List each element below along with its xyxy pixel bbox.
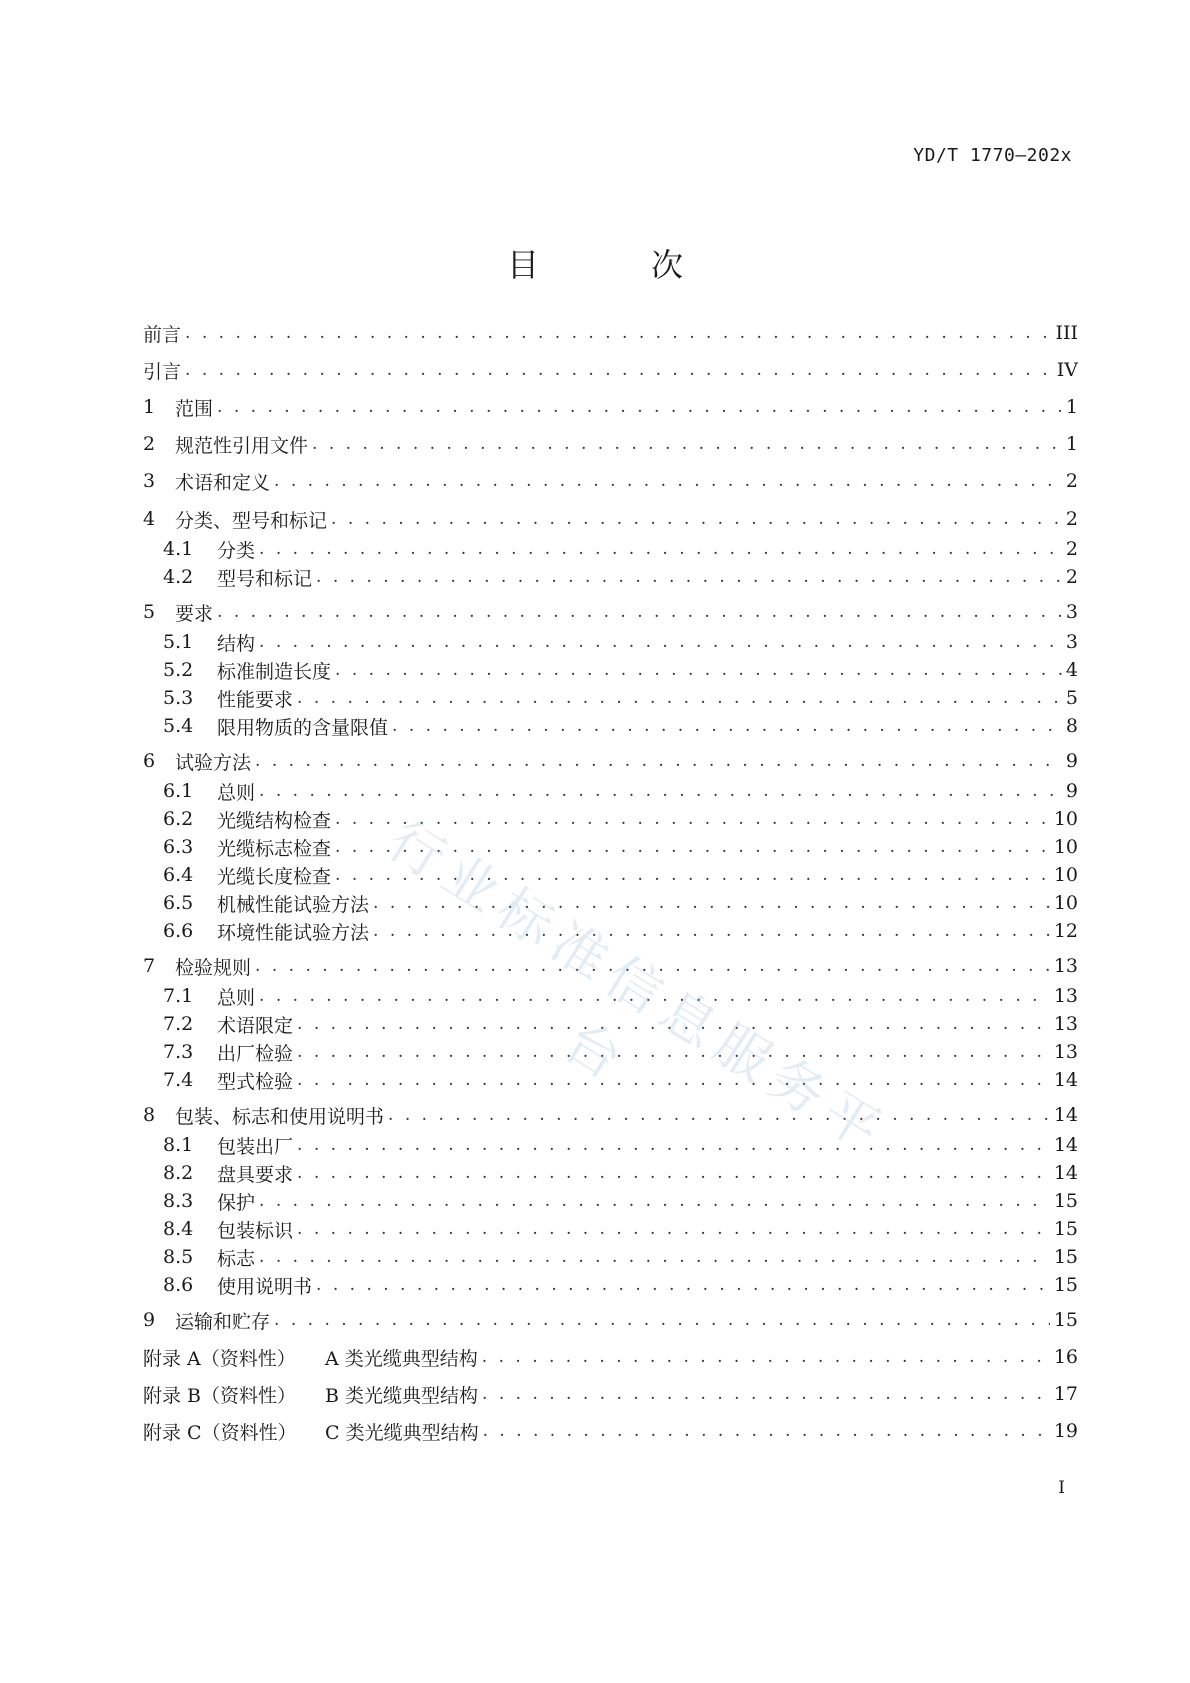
toc-entry[interactable] [143,982,1078,1010]
toc-entry-number: 7.4 [163,1069,194,1091]
toc-dot-leader [259,986,1050,1006]
toc-entry-label: 前言 [143,323,182,346]
toc-dot-leader [274,471,1062,491]
toc-entry[interactable] [143,430,1078,458]
toc-entry-page: 5 [1065,687,1078,709]
toc-entry-number: 4.2 [163,566,194,588]
toc-entry-page: 9 [1065,750,1078,772]
toc-entry[interactable] [143,805,1078,833]
toc-entry-page: 13 [1053,985,1078,1007]
toc-entry-label: 出厂检验 [217,1042,294,1065]
toc-entry-label: C 类光缆典型结构 [325,1421,479,1444]
toc-dot-leader [185,360,1053,380]
toc-dot-leader [259,1191,1050,1211]
toc-entry[interactable] [143,356,1078,384]
toc-entry-number: 6.6 [163,920,194,942]
toc-entry-page: 14 [1053,1069,1078,1091]
toc-entry[interactable] [143,1306,1078,1334]
toc-dot-leader [373,893,1050,913]
toc-entry[interactable] [143,1380,1078,1408]
toc-entry-page: 13 [1053,1041,1078,1063]
toc-entry-label: 性能要求 [217,688,294,711]
toc-dot-leader [482,1384,1050,1404]
toc-entry[interactable] [143,1215,1078,1243]
toc-entry-label: 分类 [217,539,256,562]
toc-entry-page: 15 [1053,1218,1078,1240]
toc-entry[interactable] [143,1101,1078,1129]
toc-entry-label: 包装出厂 [217,1135,294,1158]
toc-entry[interactable] [143,684,1078,712]
toc-entry-number: 3 [143,470,156,492]
toc-entry-page: IV [1056,359,1078,381]
toc-entry[interactable] [143,1271,1078,1299]
toc-entry-label: 范围 [175,397,214,420]
toc-dot-leader [297,1135,1050,1155]
toc-entry[interactable] [143,747,1078,775]
toc-entry-page: 17 [1053,1383,1078,1405]
toc-entry-page: 15 [1053,1274,1078,1296]
toc-entry-label: 标志 [217,1247,256,1270]
toc-entry-number: 8.2 [163,1162,194,1184]
toc-entry-page: III [1055,322,1078,344]
toc-dot-leader [335,865,1050,885]
toc-entry-number: 6 [143,750,156,772]
toc-dot-leader [373,921,1050,941]
toc-entry-label: 光缆结构检查 [217,809,332,832]
toc-entry-number: 5 [143,601,156,623]
toc-dot-leader [297,1014,1050,1034]
toc-entry[interactable] [143,1010,1078,1038]
page-number: I [1058,1478,1065,1498]
toc-entry[interactable] [143,1066,1078,1094]
toc-entry-page: 13 [1053,1013,1078,1035]
toc-entry-number: 7.2 [163,1013,194,1035]
toc-dot-leader [392,716,1062,736]
toc-entry[interactable] [143,952,1078,980]
toc-dot-leader [483,1421,1050,1441]
toc-entry-label: 光缆长度检查 [217,865,332,888]
toc-dot-leader [312,434,1062,454]
toc-entry-page: 2 [1065,566,1078,588]
toc-entry[interactable] [143,563,1078,591]
toc-entry-number: 5.1 [163,631,194,653]
toc-entry[interactable] [143,1038,1078,1066]
toc-entry[interactable] [143,1243,1078,1271]
toc-entry[interactable] [143,1159,1078,1187]
toc-entry-label: 试验方法 [175,751,252,774]
toc-entry[interactable] [143,917,1078,945]
toc-entry-page: 14 [1053,1162,1078,1184]
toc-entry-number: 附录 C（资料性） [143,1421,297,1444]
toc-dot-leader [316,1275,1050,1295]
toc-entry-label: 分类、型号和标记 [175,509,328,532]
toc-entry[interactable] [143,1187,1078,1215]
toc-entry-page: 19 [1053,1420,1078,1442]
toc-entry-page: 10 [1053,864,1078,886]
toc-entry-page: 10 [1053,808,1078,830]
toc-entry-label: 包装标识 [217,1219,294,1242]
toc-entry-number: 8.6 [163,1274,194,1296]
toc-entry-number: 8 [143,1104,156,1126]
toc-entry-label: 包装、标志和使用说明书 [175,1105,385,1128]
toc-entry-page: 14 [1053,1134,1078,1156]
toc-entry-number: 9 [143,1309,156,1331]
toc-entry-number: 6.1 [163,780,194,802]
toc-dot-leader [274,1310,1050,1330]
toc-entry-page: 8 [1065,715,1078,737]
toc-dot-leader [217,397,1062,417]
toc-dot-leader [259,632,1062,652]
toc-entry-label: 引言 [143,360,182,383]
toc-entry[interactable] [143,598,1078,626]
toc-entry-label: 标准制造长度 [217,660,332,683]
toc-entry-number: 6.5 [163,892,194,914]
toc-entry-page: 9 [1065,780,1078,802]
toc-dot-leader [331,509,1062,529]
toc-entry-label: 盘具要求 [217,1163,294,1186]
toc-entry-label: 结构 [217,632,256,655]
toc-entry-number: 7.1 [163,985,194,1007]
toc-dot-leader [255,751,1062,771]
toc-entry-label: A 类光缆典型结构 [325,1347,478,1370]
toc-dot-leader [482,1347,1050,1367]
toc-entry-number: 7 [143,955,156,977]
toc-dot-leader [297,1070,1050,1090]
toc-entry[interactable] [143,393,1078,421]
toc-entry-number: 1 [143,396,156,418]
toc-entry-label: 运输和贮存 [175,1310,271,1333]
toc-entry[interactable] [143,1343,1078,1371]
toc-dot-leader [297,1163,1050,1183]
toc-dot-leader [335,809,1050,829]
watermark: 行业标准信息服务平台 [377,808,900,1168]
toc-entry-label: B 类光缆典型结构 [325,1384,479,1407]
toc-entry-page: 2 [1065,538,1078,560]
toc-entry-label: 要求 [175,602,214,625]
toc-dot-leader [297,1219,1050,1239]
toc-entry[interactable] [143,712,1078,740]
toc-entry-label: 术语和定义 [175,471,271,494]
toc-entry-page: 15 [1053,1190,1078,1212]
toc-entry[interactable] [143,505,1078,533]
toc-dot-leader [185,323,1051,343]
toc-entry-number: 8.1 [163,1134,194,1156]
toc-entry-number: 5.4 [163,715,194,737]
toc-entry-page: 2 [1065,470,1078,492]
toc-entry-page: 1 [1065,396,1078,418]
toc-entry-number: 8.5 [163,1246,194,1268]
toc-entry-label: 检验规则 [175,956,252,979]
toc-entry[interactable] [143,861,1078,889]
toc-dot-leader [259,781,1062,801]
toc-entry-page: 15 [1053,1309,1078,1331]
toc-entry-page: 1 [1065,433,1078,455]
toc-entry-page: 10 [1053,892,1078,914]
toc-entry-label: 限用物质的含量限值 [217,716,389,739]
toc-entry[interactable] [143,319,1078,347]
toc-dot-leader [297,688,1062,708]
toc-dot-leader [388,1105,1050,1125]
toc-entry-label: 总则 [217,781,256,804]
toc-entry-page: 10 [1053,836,1078,858]
toc-entry-label: 使用说明书 [217,1275,313,1298]
toc-entry-number: 6.2 [163,808,194,830]
toc-entry[interactable] [143,535,1078,563]
toc-entry-number: 5.3 [163,687,194,709]
toc-entry[interactable] [143,656,1078,684]
toc-dot-leader [335,660,1062,680]
toc-dot-leader [335,837,1050,857]
toc-entry-page: 2 [1065,508,1078,530]
toc-entry-label: 型式检验 [217,1070,294,1093]
toc-entry-page: 15 [1053,1246,1078,1268]
toc-entry-page: 13 [1053,955,1078,977]
toc-entry-number: 8.4 [163,1218,194,1240]
toc-entry[interactable] [143,777,1078,805]
toc-dot-leader [255,956,1050,976]
toc-dot-leader [259,1247,1050,1267]
toc-entry-label: 光缆标志检查 [217,837,332,860]
toc-entry[interactable] [143,467,1078,495]
toc-entry[interactable] [143,628,1078,656]
toc-entry[interactable] [143,1131,1078,1159]
toc-dot-leader [259,539,1062,559]
toc-entry-number: 4.1 [163,538,194,560]
toc-dot-leader [316,567,1062,587]
toc-entry-label: 规范性引用文件 [175,434,309,457]
toc-entry-label: 总则 [217,986,256,1009]
toc-entry-label: 机械性能试验方法 [217,893,370,916]
toc-entry-number: 8.3 [163,1190,194,1212]
toc-entry-label: 环境性能试验方法 [217,921,370,944]
toc-entry-number: 附录 B（资料性） [143,1384,297,1407]
toc-dot-leader [217,602,1062,622]
toc-entry-page: 14 [1053,1104,1078,1126]
toc-entry-label: 保护 [217,1191,256,1214]
toc-entry-label: 术语限定 [217,1014,294,1037]
toc-entry[interactable] [143,833,1078,861]
toc-entry-number: 附录 A（资料性） [143,1347,296,1370]
toc-entry-number: 4 [143,508,156,530]
toc-entry-page: 3 [1065,601,1078,623]
toc-entry-number: 5.2 [163,659,194,681]
toc-entry-page: 3 [1065,631,1078,653]
toc-entry-page: 16 [1053,1346,1078,1368]
document-code: YD/T 1770—202x [913,145,1072,166]
toc-entry-number: 7.3 [163,1041,194,1063]
toc-entry[interactable] [143,889,1078,917]
toc-entry-label: 型号和标记 [217,567,313,590]
toc-entry-number: 2 [143,433,156,455]
toc-entry-page: 12 [1053,920,1078,942]
toc-entry-page: 4 [1065,659,1078,681]
toc-entry-number: 6.3 [163,836,194,858]
toc-entry[interactable] [143,1417,1078,1445]
toc-entry-number: 6.4 [163,864,194,886]
page-title: 目 次 [506,246,723,284]
toc-dot-leader [297,1042,1050,1062]
